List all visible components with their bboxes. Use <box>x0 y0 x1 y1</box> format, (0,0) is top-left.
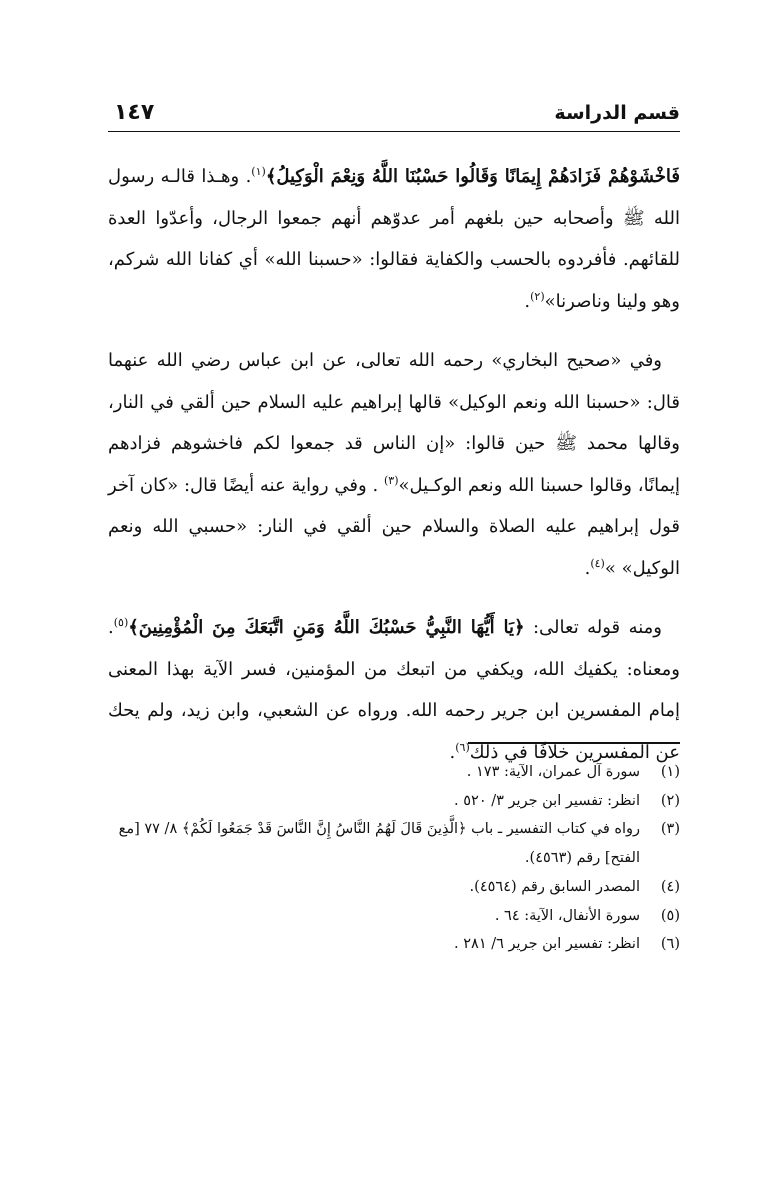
text-run: . <box>584 557 591 579</box>
running-title: قسم الدراسة <box>554 102 680 124</box>
text-run: . وفي رواية عنه أيضًا قال: «كان آخر قول إبراهيم عليه الصلاة والسلام حين ألقي في النار: «حسبي الله ونعم الوكيل» » <box>108 474 680 579</box>
footnote-6 <box>100 930 680 959</box>
page-number: ١٤٧ <box>114 100 155 125</box>
footnote-3 <box>100 815 680 873</box>
footnote-text: رواه في كتاب التفسير ـ باب ﴿الَّذِينَ قَالَ لَهُمُ النَّاسُ إِنَّ النَّاسَ قَدْ جَمَعُوا لَكُمْ﴾ ٨/ ٧٧ [مع الفتح] رقم (٤٥٦٣). <box>118 821 640 866</box>
footnote-text: المصدر السابق رقم (٤٥٦٤). <box>469 879 640 895</box>
footnote-1 <box>100 758 680 787</box>
text-run: ومنه قوله تعالى: <box>524 617 662 638</box>
quran-verse: فَاخْشَوْهُمْ فَزَادَهُمْ إِيمَانًا وَقَالُوا حَسْبُنَا اللَّهُ وَنِعْمَ الْوَكِيلُ﴾ <box>265 166 680 187</box>
footnote-number: (٦) <box>660 936 680 952</box>
footnote-ref: (٤) <box>590 556 605 570</box>
text-run: وفي «صحيح البخاري» رحمه الله تعالى، عن ابن عباس رضي الله عنهما قال: «حسبنا الله ونعم الوكيل» قالها إبراهيم عليه السلام حين ألقي في النار، وقالها محمد ﷺ حين قالوا: «إن الناس قد جمعوا لكم فاخشوهم فزادهم إيمانًا، وقالوا حسبنا الله ونعم الوكـيل» <box>108 350 680 496</box>
footnote-separator <box>468 742 680 744</box>
footnote-text: انظر: تفسير ابن جرير ٦/ ٢٨١ . <box>454 936 640 952</box>
text-run: . وهـذا قالـه رسول الله ﷺ وأصحابه حين بلغهم أمر عدوّهم أنهم جمعوا الرجال، وأعدّوا العدة للقائهم. فأفردوه بالحسب والكفاية فقالوا: «حسبنا الله» أي كفانا الله شركم، وهو ولينا وناصرنا» <box>108 166 680 312</box>
paragraph-2 <box>108 340 680 589</box>
footnote-text: انظر: تفسير ابن جرير ٣/ ٥٢٠ . <box>454 792 640 809</box>
footnote-5 <box>100 902 680 931</box>
footnote-2 <box>100 787 680 816</box>
text-run: . <box>524 290 531 312</box>
footnote-4 <box>100 873 680 902</box>
footnote-text: سورة آل عمران، الآية: ١٧٣ . <box>466 764 640 780</box>
footnote-number: (٤) <box>660 879 680 895</box>
text-run: . <box>449 741 456 763</box>
paragraph-1 <box>108 156 680 322</box>
footnote-ref: (١) <box>251 165 266 178</box>
footnote-ref: (٢) <box>530 289 545 303</box>
footnote-number: (٣) <box>660 821 680 837</box>
page-header <box>108 96 680 132</box>
footnote-ref: (٥) <box>113 616 129 629</box>
footnote-number: (٢) <box>660 792 680 809</box>
footnote-number: (١) <box>660 764 680 780</box>
text-run: . ومعناه: يكفيك الله، ويكفي من اتبعك من المؤمنين، فسر الآية بهذا المعنى إمام المفسرين ابن جرير رحمه الله. ورواه عن الشعبي، وابن زيد، ولم يحك عن المفسرين خلافًا في ذلك <box>108 617 680 763</box>
quran-verse: ﴿يَا أَيُّهَا النَّبِيُّ حَسْبُكَ اللَّهُ وَمَنِ اتَّبَعَكَ مِنَ الْمُؤْمِنِينَ﴾ <box>128 617 525 638</box>
paragraph-3 <box>108 607 680 773</box>
footnote-text: سورة الأنفال، الآية: ٦٤ . <box>494 907 640 924</box>
header-rule <box>108 131 680 132</box>
footnotes <box>100 758 680 959</box>
footnote-ref: (٦) <box>455 740 470 754</box>
footnote-ref: (٣) <box>384 473 399 487</box>
footnote-number: (٥) <box>660 907 680 924</box>
main-text <box>108 156 680 773</box>
